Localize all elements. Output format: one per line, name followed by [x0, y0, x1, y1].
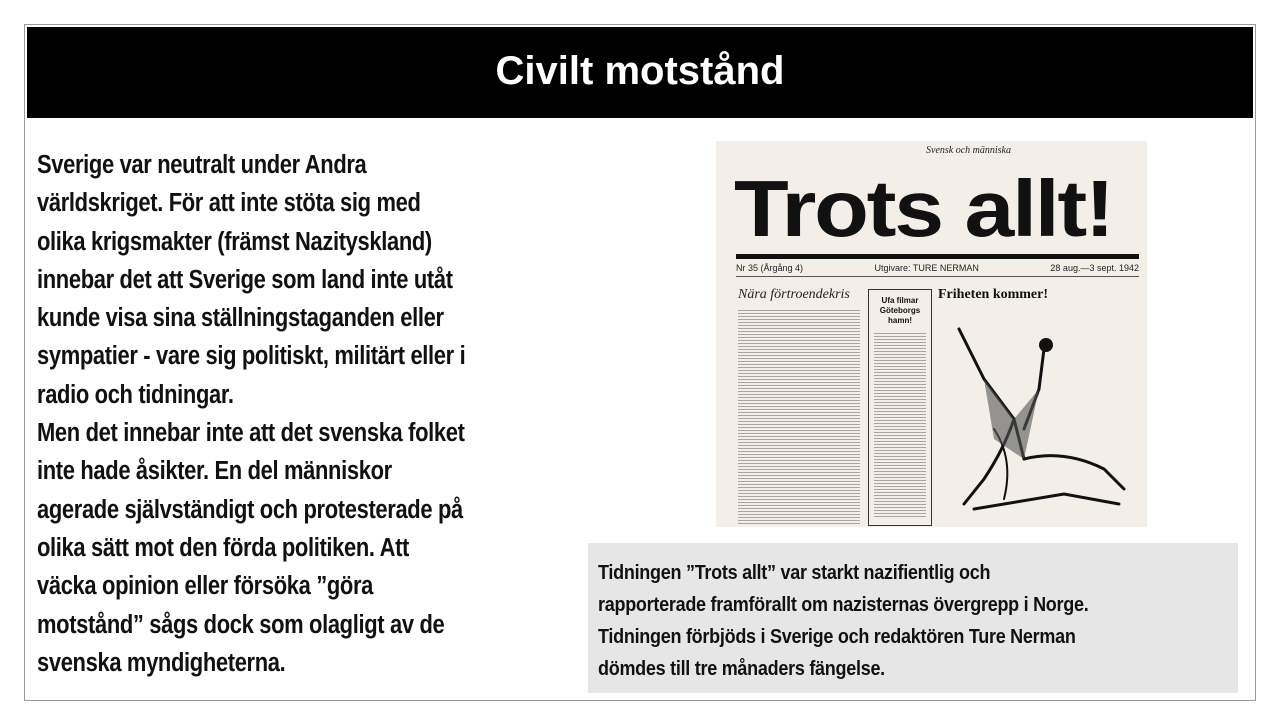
caption-text: [598, 557, 1228, 685]
body-line: Men det innebar inte att det svenska folket: [37, 419, 465, 448]
issue-number: Nr 35 (Årgång 4): [736, 263, 804, 273]
box-text: [874, 332, 926, 517]
body-line: radio och tidningar.: [37, 380, 234, 409]
caption-line: dömdes till tre månaders fängelse.: [598, 658, 885, 680]
article-column: [738, 309, 860, 524]
body-line: väcka opinion eller försöka ”göra: [37, 572, 373, 601]
body-line: inte hade åsikter. En del människor: [37, 457, 392, 486]
title-bar: [27, 27, 1253, 118]
headline-left: Nära förtroendekris: [738, 287, 850, 302]
cartoon-illustration: [944, 309, 1134, 519]
body-line: olika krigsmakter (främst Nazityskland): [37, 227, 432, 256]
box-headline: Ufa filmar Göteborgs hamn!: [879, 296, 921, 325]
caption-line: Tidningen ”Trots allt” var starkt nazifientlig och: [598, 562, 991, 584]
caption-line: rapporterade framförallt om nazisternas övergrepp i Norge.: [598, 594, 1089, 616]
masthead-rule: [736, 254, 1139, 259]
publisher: Utgivare: TURE NERMAN: [874, 263, 979, 273]
body-line: olika sätt mot den förda politiken. Att: [37, 533, 410, 562]
news-box: [868, 289, 932, 526]
headline-right: Friheten kommer!: [938, 287, 1049, 302]
caption-line: Tidningen förbjöds i Sverige och redaktören Ture Nerman: [598, 626, 1076, 648]
body-line: svenska myndigheterna.: [37, 648, 286, 677]
body-line: sympatier - vare sig politiskt, militärt eller i: [37, 342, 466, 371]
slide-title: Civilt motstånd: [495, 49, 785, 93]
body-line: kunde visa sina ställningstaganden eller: [37, 304, 444, 333]
newspaper-subtitle: Svensk och människa: [926, 145, 1011, 156]
caption-box: [588, 543, 1238, 693]
body-line: Sverige var neutralt under Andra: [37, 151, 367, 179]
body-line: innebar det att Sverige som land inte utåt: [37, 265, 453, 294]
issue-line: [736, 263, 1139, 277]
body-text: [37, 146, 587, 682]
body-line: motstånd” sågs dock som olagligt av de: [37, 610, 445, 639]
newspaper-masthead: Trots allt!: [734, 164, 1113, 253]
body-line: världskriget. För att inte stöta sig med: [37, 189, 421, 218]
body-line: agerade självständigt och protesterade på: [37, 495, 463, 524]
newspaper-image: [716, 141, 1147, 527]
issue-date: 28 aug.—3 sept. 1942: [1050, 263, 1139, 273]
